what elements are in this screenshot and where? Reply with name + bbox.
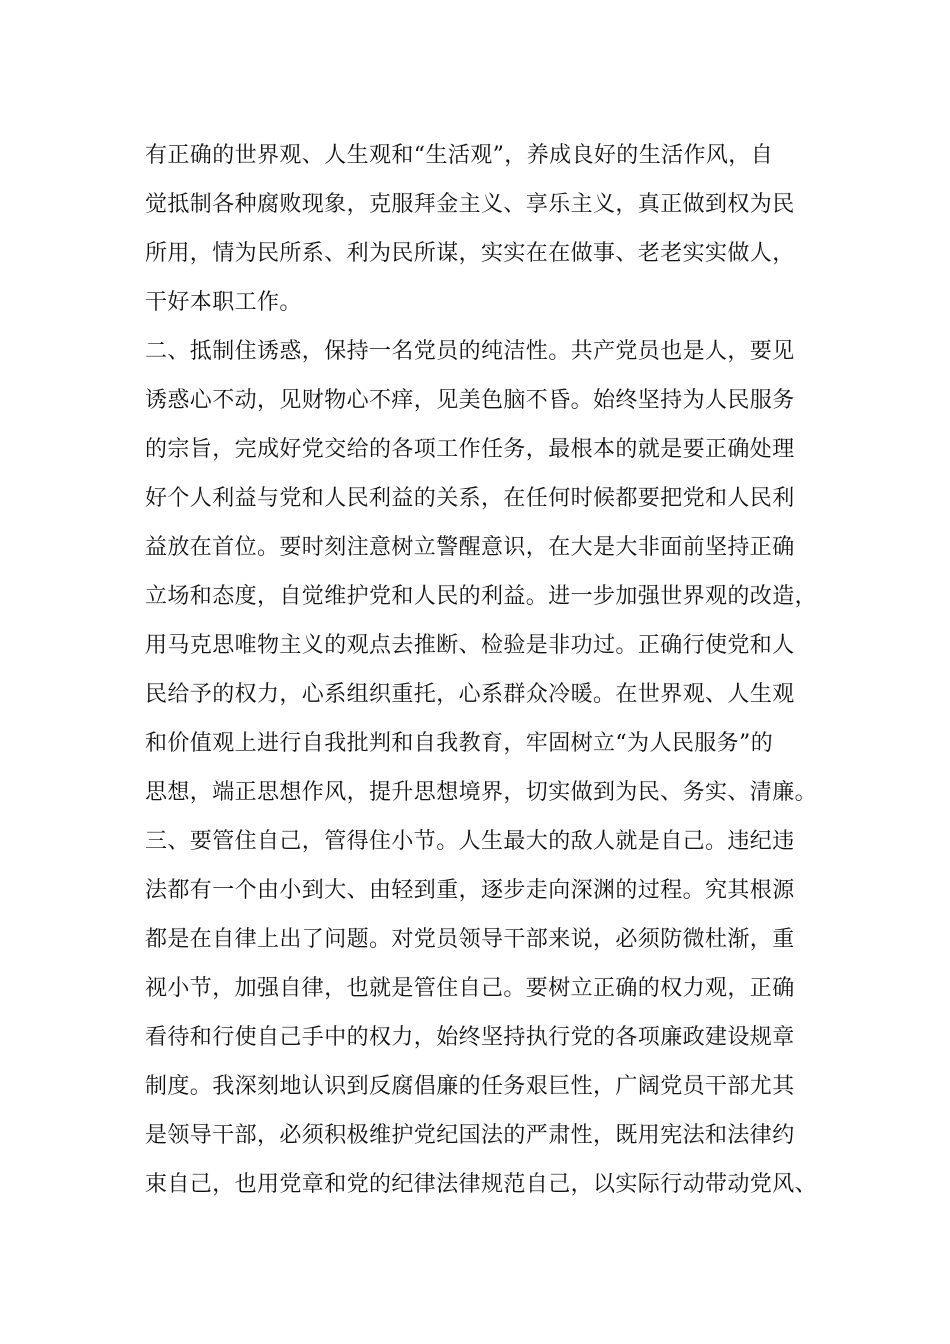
text-line: 用马克思唯物主义的观点去推断、检验是非功过。正确行使党和人: [145, 633, 795, 658]
text-line: 益放在首位。要时刻注意树立警醒意识，在大是大非面前坚持正确: [145, 535, 795, 560]
text-line: 法都有一个由小到大、由轻到重，逐步走向深渊的过程。究其根源: [145, 878, 795, 903]
text-line: 视小节，加强自律，也就是管住自己。要树立正确的权力观，正确: [145, 976, 795, 1001]
text-line: 干好本职工作。: [145, 290, 302, 315]
text-line: 有正确的世界观、人生观和“生活观”，养成良好的生活作风，自: [145, 143, 774, 168]
text-line: 三、要管住自己，管得住小节。人生最大的敌人就是自己。违纪违: [145, 829, 795, 854]
text-line: 觉抵制各种腐败现象，克服拜金主义、享乐主义，真正做到权为民: [145, 192, 795, 217]
text-line: 二、抵制住诱惑，保持一名党员的纯洁性。共产党员也是人，要见: [145, 339, 795, 364]
text-line: 思想，端正思想作风，提升思想境界，切实做到为民、务实、清廉。: [145, 780, 818, 805]
text-line: 都是在自律上出了问题。对党员领导干部来说，必须防微杜渐，重: [145, 927, 795, 952]
text-line: 民给予的权力，心系组织重托，心系群众冷暖。在世界观、人生观: [145, 682, 795, 707]
text-line: 束自己，也用党章和党的纪律法律规范自己，以实际行动带动党风、: [145, 1172, 818, 1197]
text-line: 和价值观上进行自我批判和自我教育，牢固树立“为人民服务”的: [145, 731, 774, 756]
body-text: [145, 131, 825, 1209]
text-line: 好个人利益与党和人民利益的关系，在任何时候都要把党和人民利: [145, 486, 795, 511]
text-line: 立场和态度，自觉维护党和人民的利益。进一步加强世界观的改造，: [145, 584, 818, 609]
text-line: 是领导干部，必须积极维护党纪国法的严肃性，既用宪法和法律约: [145, 1123, 795, 1148]
text-line: 的宗旨，完成好党交给的各项工作任务，最根本的就是要正确处理: [145, 437, 795, 462]
text-line: 所用，情为民所系、利为民所谋，实实在在做事、老老实实做人，: [145, 241, 795, 266]
text-line: 看待和行使自己手中的权力，始终坚持执行党的各项廉政建设规章: [145, 1025, 795, 1050]
text-line: 诱惑心不动，见财物心不痒，见美色脑不昏。始终坚持为人民服务: [145, 388, 795, 413]
text-line: 制度。我深刻地认识到反腐倡廉的任务艰巨性，广阔党员干部尤其: [145, 1074, 795, 1099]
